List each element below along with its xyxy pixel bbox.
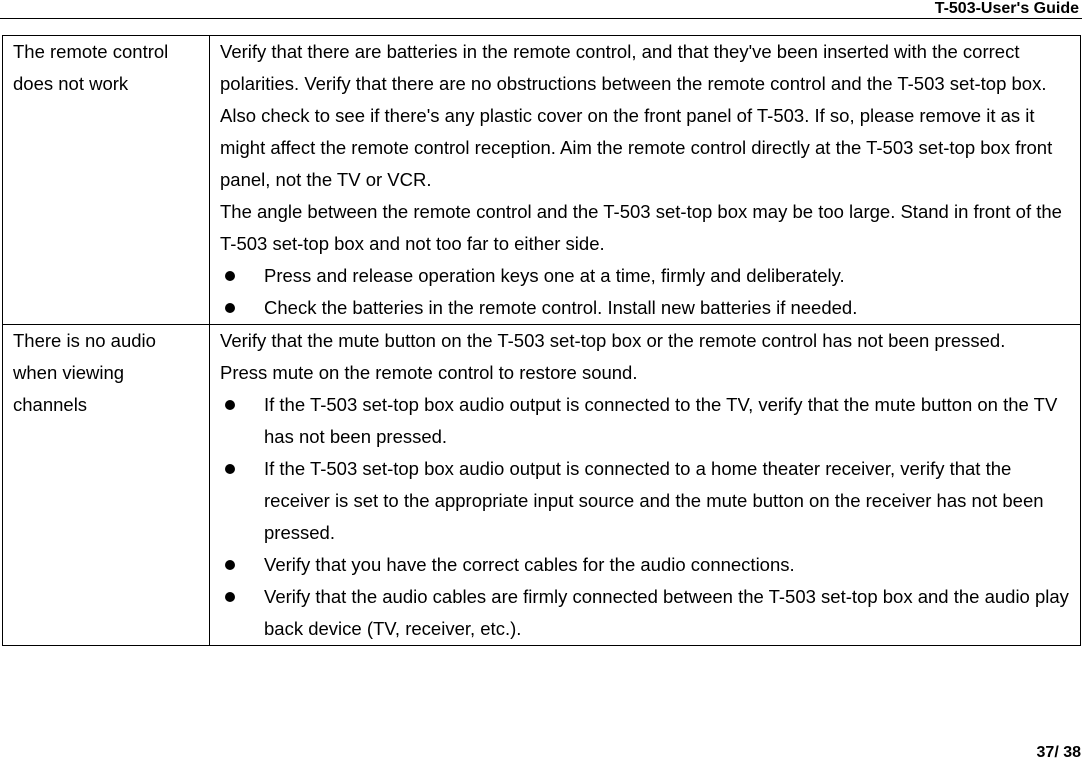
solution-paragraph: Verify that there are batteries in the remote control, and that they've been inserted with the correct polarities. Verify that there are no obstructions between the remote control and the T-503 set-top box. Also check to see if there's any plastic cover on the front panel of T-503. If so, please remove it as it might affect the remote control reception. Aim the remote control directly at the T-503 set-top box front panel, not the TV or VCR. [220, 41, 1053, 190]
solution-cell [210, 325, 1081, 646]
table-row [3, 36, 1081, 325]
page-number: 37/ 38 [1036, 744, 1081, 761]
table-row [3, 325, 1081, 646]
bullet-item [220, 581, 1072, 645]
bullet-dot-icon [225, 271, 235, 281]
header-rule [0, 18, 1082, 19]
bullet-dot-icon [225, 400, 235, 410]
bullet-dot-icon [225, 464, 235, 474]
bullet-text: Verify that the audio cables are firmly connected between the T-503 set-top box and the audio play back device (TV, receiver, etc.). [264, 586, 1069, 639]
bullet-item [220, 260, 1072, 292]
problem-cell [3, 36, 210, 325]
solution-paragraph: Press mute on the remote control to restore sound. [220, 362, 638, 383]
problem-text: The remote control does not work [13, 41, 169, 94]
bullet-item [220, 453, 1072, 549]
bullet-text: Verify that you have the correct cables for the audio connections. [264, 554, 795, 575]
solution-cell [210, 36, 1081, 325]
bullet-dot-icon [225, 303, 235, 313]
bullet-dot-icon [225, 592, 235, 602]
problem-cell [3, 325, 210, 646]
bullet-dot-icon [225, 560, 235, 570]
solution-bullet-list [220, 389, 1072, 645]
bullet-text: Press and release operation keys one at a time, firmly and deliberately. [264, 265, 845, 286]
bullet-item [220, 549, 1072, 581]
header-title: T-503-User's Guide [934, 0, 1079, 17]
problem-text: There is no audio when viewing channels [13, 330, 156, 415]
bullet-text: Check the batteries in the remote control. Install new batteries if needed. [264, 297, 858, 318]
bullet-item [220, 389, 1072, 453]
bullet-item [220, 292, 1072, 324]
solution-paragraph: Verify that the mute button on the T-503 set-top box or the remote control has not been pressed. [220, 330, 1006, 351]
troubleshooting-table [2, 35, 1081, 646]
solution-bullet-list [220, 260, 1072, 324]
solution-paragraph: The angle between the remote control and the T-503 set-top box may be too large. Stand in front of the T-503 set-top box and not too far to either side. [220, 201, 1062, 254]
bullet-text: If the T-503 set-top box audio output is connected to the TV, verify that the mute button on the TV has not been pressed. [264, 394, 1058, 447]
bullet-text: If the T-503 set-top box audio output is connected to a home theater receiver, verify that the receiver is set to the appropriate input source and the mute button on the receiver has not been pressed. [264, 458, 1044, 543]
